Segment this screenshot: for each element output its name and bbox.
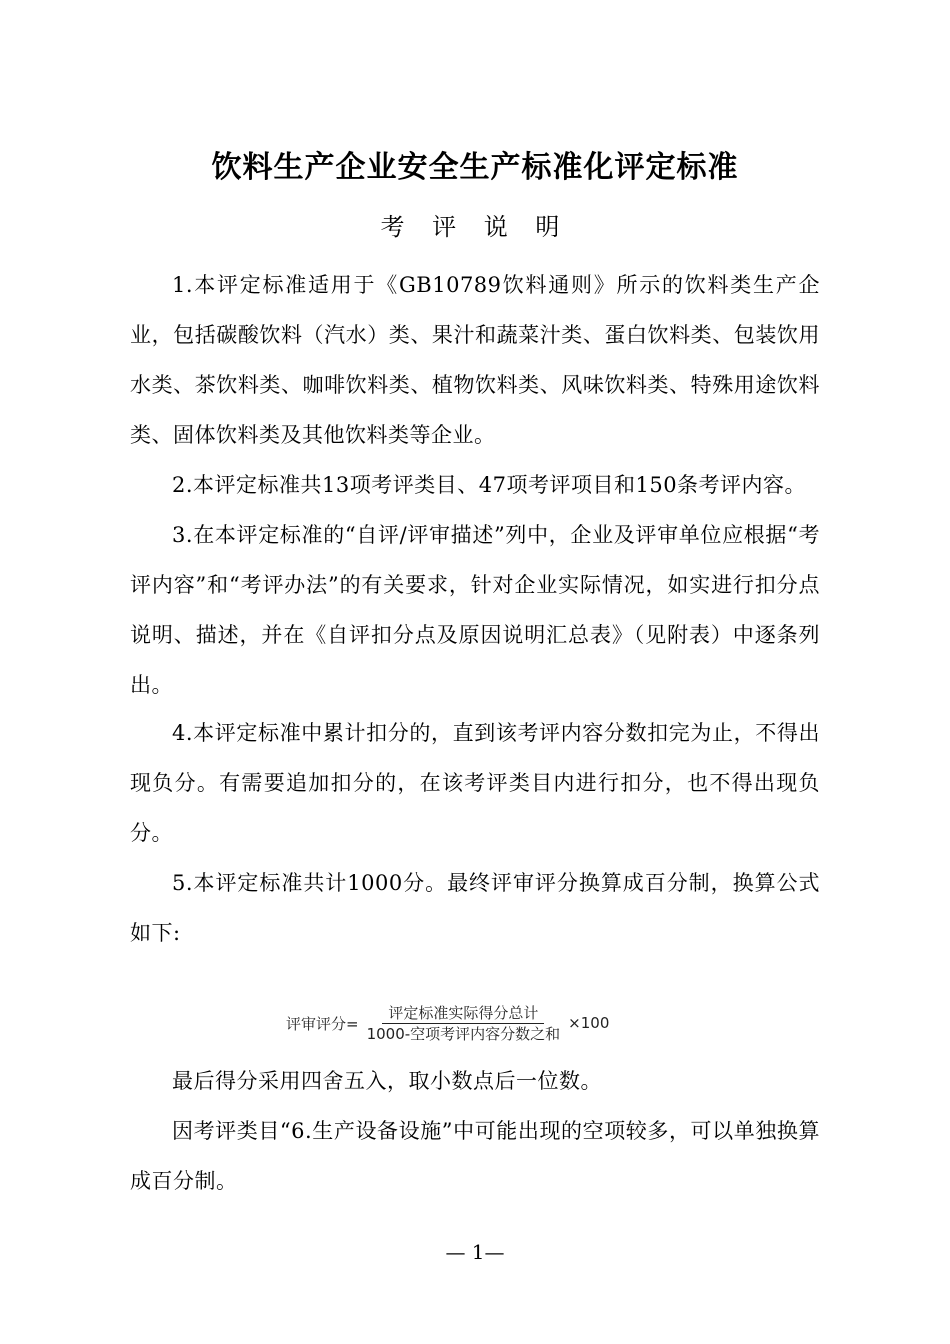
paragraph-2: 2.本评定标准共13项考评类目、47项考评项目和150条考评内容。 bbox=[172, 473, 807, 497]
paragraph-3: 3.在本评定标准的“自评/评审描述”列中，企业及评审单位应根据“考评内容”和“考评办法”的有关要求，针对企业实际情况，如实进行扣分点说明、描述，并在《自评扣分点及原因说明汇总表》（见附表）中逐条列出。 bbox=[130, 523, 820, 697]
section-subtitle: 考 评 说 明 bbox=[380, 213, 570, 241]
document-title: 饮料生产企业安全生产标准化评定标准 bbox=[211, 150, 739, 185]
score-formula bbox=[286, 1000, 716, 1046]
formula-fraction bbox=[361, 1004, 567, 1043]
formula-denominator: 1000-空项考评内容分数之和 bbox=[366, 1024, 561, 1043]
page-number: — 1— bbox=[445, 1240, 505, 1264]
formula-multiplier: ×100 bbox=[568, 1014, 610, 1032]
paragraph-7: 因考评类目“6.生产设备设施”中可能出现的空项较多，可以单独换算成百分制。 bbox=[130, 1119, 820, 1193]
paragraph-5: 5.本评定标准共计1000分。最终评审评分换算成百分制，换算公式如下: bbox=[130, 871, 820, 945]
paragraph-4: 4.本评定标准中累计扣分的，直到该考评内容分数扣完为止，不得出现负分。有需要追加扣分的，在该考评类目内进行扣分，也不得出现负分。 bbox=[130, 721, 820, 845]
formula-lhs: 评审评分= bbox=[286, 1014, 359, 1033]
formula-numerator: 评定标准实际得分总计 bbox=[382, 1004, 544, 1024]
paragraph-1: 1.本评定标准适用于《GB10789饮料通则》所示的饮料类生产企业，包括碳酸饮料（汽水）类、果汁和蔬菜汁类、蛋白饮料类、包装饮用水类、茶饮料类、咖啡饮料类、植物饮料类、风味饮料类、特殊用途饮料类、固体饮料类及其他饮料类等企业。 bbox=[130, 273, 820, 447]
paragraph-6: 最后得分采用四舍五入，取小数点后一位数。 bbox=[172, 1069, 602, 1093]
